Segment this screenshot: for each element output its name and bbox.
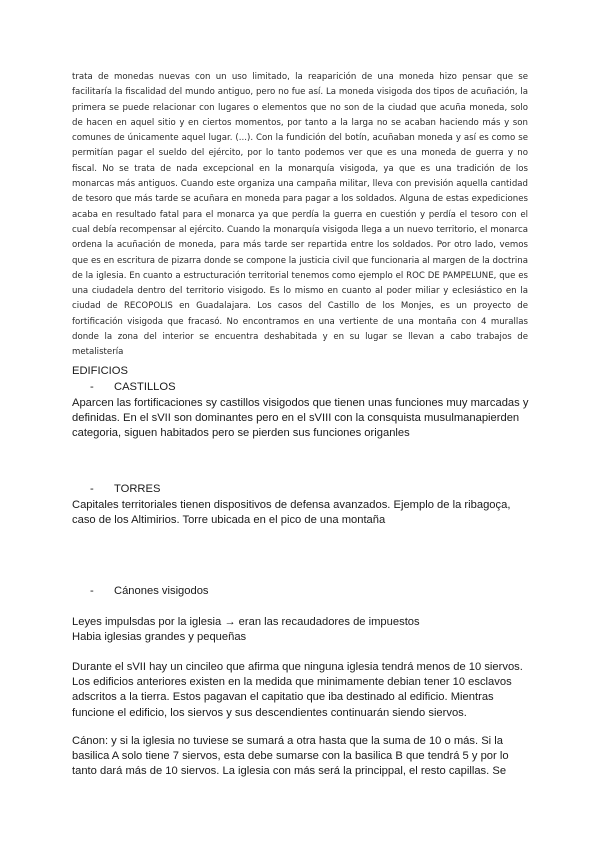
castillos-paragraph (72, 396, 532, 442)
intro-paragraph: trata de monedas nuevas con un uso limitado, la reaparición de una moneda hizo pensar que se facilitaría la fiscalidad del mundo antiguo, pero no fue así. La moneda visigoda dos tipos de acuñación, la primera se puede relacionar con lugares o elementos que no son de la ciudad que acuña moneda, solo de hacen en aquel sitio y en ciertos momentos, por tanto a la larga no se acaban haciendo más y son comunes de únicamente aquel lugar. (...). Con la fundición del botín, acuñaban moneda y así es como se permitían pagar el sueldo del ejército, por lo tanto podemos ver que es una moneda de guerra y no fiscal. No se trata de nada excepcional en la monarquía visigoda, ya que es una tradición de los monarcas más antiguos. Cuando este organiza una campaña militar, lleva con previsión aquella cantidad de tesoro que más tarde se acuñara en moneda para pagar a los soldados. Alguna de estas expediciones acaba en resultado fatal para el monarca ya que perdía la guerra en cuestión y perdía el tesoro con el cual debía recompensar al ejército. Cuando la monarquía visigoda llega a un nuevo territorio, el monarca ordena la acuñación de moneda, para más tarde ser repartida entre los soldados. Por otro lado, vemos que es en escritura de pizarra donde se compone la justicia civil que funcionaria al margen de la doctrina de la iglesia. En cuanto a estructuración territorial tenemos como ejemplo el ROC DE PAMPELUNE, que es una ciudadela dentro del territorio visigodo. Es lo mismo en cuanto al poder miliar y eclesiástico en la ciudad de RECOPOLIS en Guadalajara. Los casos del Castillo de los Monjes, es un proyecto de fortificación visigoda que fracasó. No encontramos en una vertiente de una montaña con 4 murallas donde la zona del interior se encuentra deshabitada y en su lugar se llevan a cabo trabajos de metalistería (72, 72, 528, 358)
torres-heading-label: TORRES (114, 483, 161, 495)
bullet-dash: - (90, 585, 94, 597)
text-line: Habia iglesias grandes y pequeñas (72, 631, 247, 644)
castillos-heading-label: CASTILLOS (114, 381, 176, 393)
text-line: Durante el sVII hay un cincileo que afirma que ninguna iglesia tendrá menos de 10 siervos. (72, 661, 523, 673)
text-line: funcione el edificio, los siervos y sus descendientes continuarán siendo siervos. (72, 706, 467, 719)
canones-paragraph-1 (72, 615, 532, 645)
text-line: Los edificios anteriores existen en la medida que minimamente debian tener 10 esclavos (72, 676, 512, 689)
text-line: categoria, siguen habitados pero se pierden sus funciones origanles (72, 427, 410, 440)
text-line: tanto dará más de 10 siervos. La iglesia con más será la princippal, el resto capillas. Se (72, 765, 507, 778)
text-line: adscritos a la tierra. Estos pagavan el capitatio que iba destinado al edificio. Mientras (72, 691, 494, 704)
canones-paragraph-2 (72, 660, 532, 721)
text-line: definidas. En el sVII son dominantes pero en el sVIII con la consquista musulmanapierden (72, 412, 520, 425)
text-line: Aparcen las fortificaciones sy castillos visigodos que tienen unas funciones muy marcadas y (72, 397, 529, 409)
bullet-dash: - (90, 381, 94, 393)
text-line: Leyes impulsdas por la iglesia → eran las recaudadores de impuestos (72, 616, 420, 628)
text-line: Capitales territoriales tienen dispositivos de defensa avanzados. Ejemplo de la ribagoça, (72, 499, 511, 511)
castillos-heading (90, 380, 176, 395)
section-title: EDIFICIOS (72, 365, 128, 377)
canones-paragraph-3 (72, 734, 532, 780)
bullet-dash: - (90, 483, 94, 495)
text-line: basilica A solo tiene 7 siervos, esta debe sumarse con la basilica B que tendrá 5 y por lo (72, 750, 509, 763)
torres-paragraph (72, 498, 532, 528)
canones-heading (90, 584, 209, 599)
canones-heading-label: Cánones visigodos (114, 585, 209, 597)
text-line: Cánon: y si la iglesia no tuviese se sumará a otra hasta que la suma de 10 o más. Si la (72, 735, 503, 747)
torres-heading (90, 482, 160, 497)
text-line: caso de los Altimirios. Torre ubicada en el pico de una montaña (72, 514, 386, 527)
